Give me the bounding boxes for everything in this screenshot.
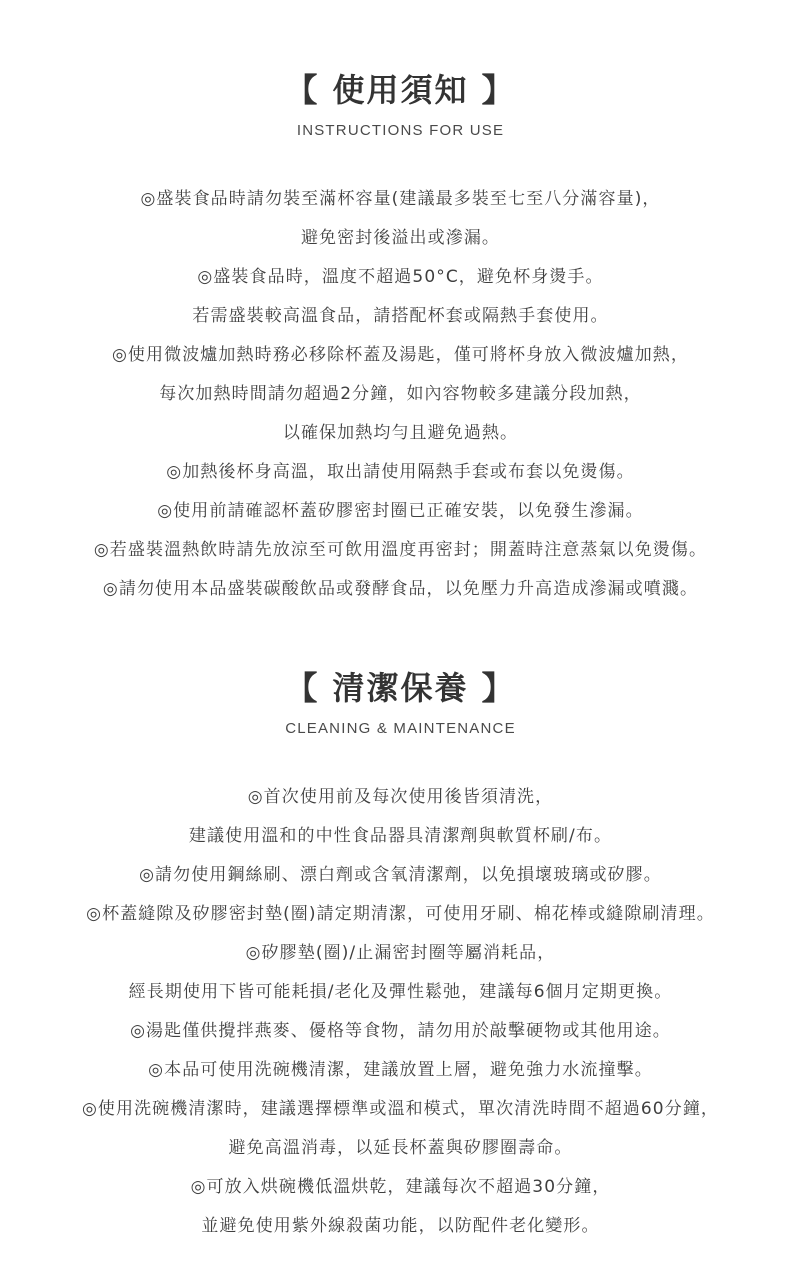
usage-line: ◎盛裝食品時，溫度不超過50°C，避免杯身燙手。 <box>197 267 604 287</box>
care-line: ◎可放入烘碗機低溫烘乾，建議每次不超過30分鐘， <box>190 1177 611 1197</box>
usage-line: ◎加熱後杯身高溫，取出請使用隔熱手套或布套以免燙傷。 <box>166 462 635 482</box>
usage-line: ◎使用前請確認杯蓋矽膠密封圈已正確安裝，以免發生滲漏。 <box>157 501 644 521</box>
care-subtitle: CLEANING & MAINTENANCE <box>285 720 516 737</box>
care-line: ◎使用洗碗機清潔時，建議選擇標準或溫和模式，單次清洗時間不超過60分鐘， <box>81 1099 720 1119</box>
usage-line: 若需盛裝較高溫食品，請搭配杯套或隔熱手套使用。 <box>192 306 609 326</box>
care-line: ◎矽膠墊(圈)/止漏密封圈等屬消耗品， <box>245 943 556 963</box>
usage-line: ◎使用微波爐加熱時務必移除杯蓋及湯匙，僅可將杯身放入微波爐加熱， <box>111 345 690 365</box>
usage-section <box>0 68 801 615</box>
care-line: ◎湯匙僅供攪拌燕麥、優格等食物，請勿用於敲擊硬物或其他用途。 <box>130 1021 671 1041</box>
care-line: 避免高溫消毒，以延長杯蓋與矽膠圈壽命。 <box>228 1138 573 1158</box>
usage-line: ◎若盛裝溫熱飲時請先放涼至可飲用溫度再密封；開蓋時注意蒸氣以免燙傷。 <box>93 540 708 560</box>
usage-line: 以確保加熱均勻且避免過熱。 <box>282 423 519 443</box>
usage-line: ◎盛裝食品時請勿裝至滿杯容量(建議最多裝至七至八分滿容量)， <box>140 189 661 209</box>
care-section <box>0 666 801 1252</box>
care-lines <box>0 784 801 1252</box>
usage-title: 【 使用須知 】 <box>285 71 516 109</box>
care-line: ◎請勿使用鋼絲刷、漂白劑或含氧清潔劑，以免損壞玻璃或矽膠。 <box>139 865 662 885</box>
usage-line: 避免密封後溢出或滲漏。 <box>300 228 501 248</box>
care-line: ◎本品可使用洗碗機清潔，建議放置上層，避免強力水流撞擊。 <box>148 1060 653 1080</box>
usage-subtitle: INSTRUCTIONS FOR USE <box>296 122 505 139</box>
usage-line: 每次加熱時間請勿超過2分鐘，如內容物較多建議分段加熱， <box>159 384 642 404</box>
care-title: 【 清潔保養 】 <box>285 669 516 707</box>
care-line: 經長期使用下皆可能耗損/老化及彈性鬆弛，建議每6個月定期更換。 <box>128 982 673 1002</box>
usage-lines <box>0 186 801 615</box>
usage-line: ◎請勿使用本品盛裝碳酸飲品或發酵食品，以免壓力升高造成滲漏或噴濺。 <box>102 579 699 599</box>
care-line: ◎杯蓋縫隙及矽膠密封墊(圈)請定期清潔，可使用牙刷、棉花棒或縫隙刷清理。 <box>86 904 715 924</box>
care-line: ◎首次使用前及每次使用後皆須清洗， <box>247 787 554 807</box>
care-line: 並避免使用紫外線殺菌功能，以防配件老化變形。 <box>201 1216 600 1236</box>
care-line: 建議使用溫和的中性食品器具清潔劑與軟質杯刷/布。 <box>188 826 613 846</box>
